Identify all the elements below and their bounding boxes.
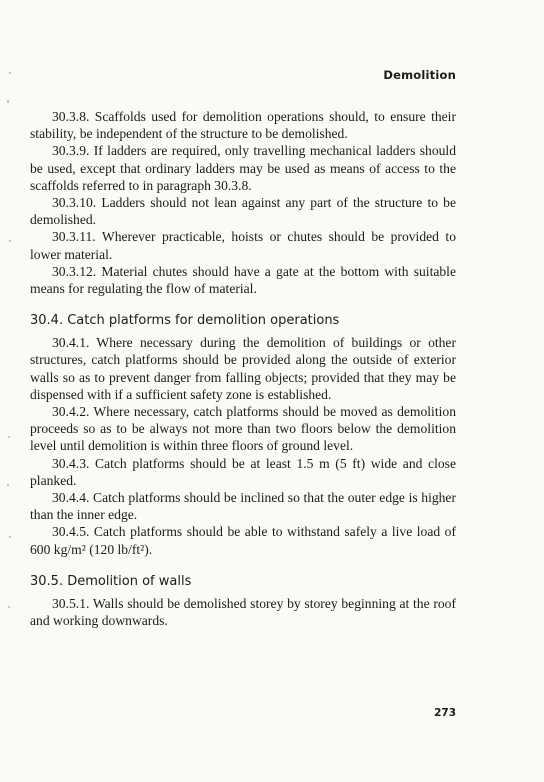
paragraph-30-4-2: 30.4.2. Where necessary, catch platforms should be moved as demolition proceeds so as to be always not more than two floors below the demolition level until demolition is within three floors of ground level. <box>30 404 456 454</box>
paragraph-30-4-1: 30.4.1. Where necessary during the demolition of buildings or other structures, catch platforms should be provided along the outside of exterior walls so as to prevent danger from falling objects; provided that they may be dispensed with if a sufficient safety zone is established. <box>30 335 456 402</box>
paragraph-30-3-11: 30.3.11. Wherever practicable, hoists or chutes should be provided to lower material. <box>30 229 456 262</box>
section-heading-30-5: 30.5. Demolition of walls <box>30 573 192 589</box>
running-head: Demolition <box>383 68 456 82</box>
scan-speck <box>8 606 10 608</box>
scan-speck <box>9 536 11 538</box>
scan-speck <box>9 72 11 74</box>
paragraph-30-3-10: 30.3.10. Ladders should not lean against any part of the structure to be demolished. <box>30 195 456 228</box>
paragraph-30-4-4: 30.4.4. Catch platforms should be inclined so that the outer edge is higher than the inner edge. <box>30 490 456 523</box>
scan-speck <box>7 100 9 103</box>
paragraph-30-3-8: 30.3.8. Scaffolds used for demolition operations should, to ensure their stability, be independent of the structure to be demolished. <box>30 109 456 142</box>
page-body <box>30 108 456 629</box>
scan-speck <box>9 240 11 242</box>
scan-speck <box>7 484 9 486</box>
page-number: 273 <box>434 707 456 719</box>
paragraph-30-4-3: 30.4.3. Catch platforms should be at least 1.5 m (5 ft) wide and close planked. <box>30 455 456 488</box>
paragraph-30-4-5: 30.4.5. Catch platforms should be able to withstand safely a live load of 600 kg/m² (120 lb/ft²). <box>30 524 456 557</box>
scan-speck <box>8 436 10 438</box>
paragraph-30-5-1: 30.5.1. Walls should be demolished storey by storey beginning at the roof and working downwards. <box>30 595 456 629</box>
paragraph-30-3-12: 30.3.12. Material chutes should have a gate at the bottom with suitable means for regulating the flow of material. <box>30 263 456 297</box>
paragraph-30-3-9: 30.3.9. If ladders are required, only travelling mechanical ladders should be used, except that ordinary ladders may be used as means of access to the scaffolds referred to in paragraph 30.3.8. <box>30 143 456 193</box>
section-heading-30-4: 30.4. Catch platforms for demolition operations <box>30 313 340 329</box>
